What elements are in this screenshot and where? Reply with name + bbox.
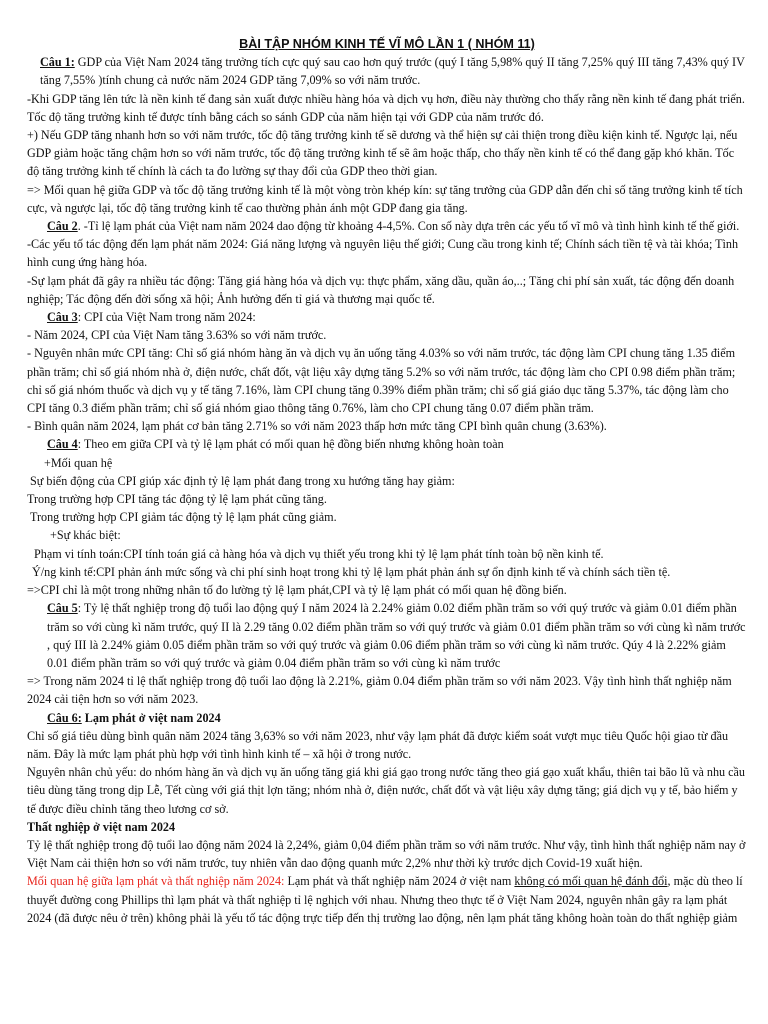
q2-paragraph [27, 217, 747, 235]
q1-label: Câu 1: [40, 55, 75, 70]
q6-text-a: Lạm phát và thất nghiệp năm 2024 ở việt nam [284, 874, 515, 889]
q2-paragraph-2: -Các yếu tố tác động đến lạm phát năm 2024: Giá năng lượng và nguyên liệu thế giới; Cung cầu trong kinh tế; Chính sách tiền tệ và tài khóa; Tình hình cung ứng hàng hóa. [27, 237, 739, 270]
q1-paragraph-2: -Khi GDP tăng lên tức là nền kinh tế đang sản xuất được nhiều hàng hóa và dịch vụ hơn, điều này thường cho thấy rằng nền kinh tế đang phát triển. Tốc độ tăng trưởng kinh tế được tính bằng cách so sánh GDP của năm hiện tại với GDP của năm trước đó. [27, 91, 745, 124]
q1-paragraph-4: => Mối quan hệ giữa GDP và tốc độ tăng trưởng kinh tế là một vòng tròn khép kín: sự tăng trưởng của GDP dẫn đến chỉ số tăng trưởng kinh tế tích cực, và ngược lại, tốc độ tăng trưởng kinh tế cao thường phản ánh một GDP đang gia tăng. [27, 182, 743, 215]
q6-heading [27, 709, 747, 727]
q4-diff-heading: +Sự khác biệt: [50, 528, 121, 543]
q5-text: : Tỷ lệ thất nghiệp trong độ tuổi lao động quý I năm 2024 là 2.24% giảm 0.02 điểm phần trăm so với quý trước và giảm 0.01 điểm phần trăm so với cùng kì năm trước, quý II là 2.29 tăng 0.02 điểm phần trăm so với quý trước và giảm 0.01 điểm phần trăm so với cùng kì năm trước , quý III là 2.24% giảm 0.05 điểm phần trăm so với quý trước và giảm 0.06 điểm phần trăm so với cùng kì năm trước. Qúy 4 là 2.22% giảm 0.01 điểm phần trăm so với quý trước và giảm 0.04 điểm phần trăm so với cùng kì năm trước [47, 601, 746, 670]
q2-paragraph-3: -Sự lạm phát đã gây ra nhiều tác động: Tăng giá hàng hóa và dịch vụ: thực phẩm, xăng dầu, quần áo,..; Tăng chi phí sản xuất, tác động đến doanh nghiệp; Tác động đến đời sống xã hội; Ảnh hưởng đến tỉ giá và thương mại quốc tế. [27, 273, 735, 306]
q3-paragraph-2: - Năm 2024, CPI của Việt Nam tăng 3.63% so với năm trước. [27, 328, 327, 343]
q6-unemployment-heading: Thất nghiệp ở việt nam 2024 [27, 819, 176, 834]
q4-label: Câu 4 [47, 437, 78, 452]
document-page [27, 35, 747, 927]
q6-red-label: Mối quan hệ giữa lạm phát và thất nghiệp năm 2024: [27, 874, 285, 889]
q5-conclusion: => Trong năm 2024 tỉ lệ thất nghiệp trong độ tuổi lao động là 2.21%, giảm 0.04 điểm phần trăm so với năm 2023. Vậy tình hình thất nghiệp năm 2024 cải tiện hơn so với năm 2023. [27, 674, 732, 707]
q4-line-5: Trong trường hợp CPI giảm tác động tỷ lệ lạm phát cũng giảm. [30, 510, 337, 525]
q6-text-b: , mặc dù theo lí thuyết đường cong Phillips thì lạm phát và thất nghiệp tỉ lệ nghịch với nhau. Nhưng theo thực tế ở Việt Nam 2024, nguyên nhân gây ra lạm phát 2024 (đã được nêu ở trên) không phải là yếu tố tác động trực tiếp đến thị trường lao động, nên lạm phát tăng không hoàn toàn do thất nghiệp giảm [27, 874, 743, 925]
q6-underlined-text: không có mối quan hệ đánh đổi [514, 874, 668, 889]
q2-label: Câu 2 [47, 219, 78, 234]
q5-label: Câu 5 [47, 601, 78, 616]
document-title: BÀI TẬP NHÓM KINH TẾ VĨ MÔ LẦN 1 ( NHÓM 11) [239, 37, 535, 51]
q3-label: Câu 3 [47, 310, 78, 325]
q4-line-4: Trong trường hợp CPI tăng tác động tỷ lệ lạm phát cũng tăng. [27, 492, 327, 507]
q3-text: : CPI của Việt Nam trong năm 2024: [77, 310, 256, 325]
q3-paragraph [27, 308, 747, 326]
q4-line-3: Sự biến động của CPI giúp xác định tỷ lệ lạm phát đang trong xu hướng tăng hay giảm: [30, 473, 455, 488]
q1-paragraph [27, 53, 747, 89]
q6-paragraph-2: Nguyên nhân chủ yếu: do nhóm hàng ăn và dịch vụ ăn uống tăng giá khi giá gạo trong nước tăng theo giá gạo xuất khẩu, thiên tai bão lũ và nhu cầu tiêu dùng tăng trong dịp Lễ, Tết cùng với giá thịt lợn tăng; nhóm nhà ở, điện nước, chất đốt và vật liệu xây dựng tăng; giá dịch vụ y tế, bảo hiểm y tế được điều chỉnh tăng theo lương cơ sở. [27, 765, 745, 816]
q4-relation-heading: +Mối quan hệ [44, 455, 113, 470]
q6-label: Câu 6: [47, 710, 82, 725]
q4-text: : Theo em giữa CPI và tỷ lệ lạm phát có mối quan hệ đồng biến nhưng không hoàn toàn [77, 437, 504, 452]
q1-paragraph-3: +) Nếu GDP tăng nhanh hơn so với năm trước, tốc độ tăng trưởng kinh tế sẽ dương và thể hiện sự cải thiện trong điều kiện kinh tế. Ngược lại, nếu GDP giảm hoặc tăng chậm hơn so với năm trước, tốc độ tăng trưởng kinh tế sẽ âm hoặc thấp, cho thấy nền kinh tế có thể đang gặp khó khăn. Tốc độ tăng trưởng kinh tế chính là cách ta đo lường sự thay đổi của GDP theo thời gian. [27, 128, 738, 179]
q3-paragraph-4: - Bình quân năm 2024, lạm phát cơ bản tăng 2.71% so với năm 2023 thấp hơn mức tăng CPI bình quân chung (3.63%). [27, 419, 607, 434]
q3-paragraph-3: - Nguyên nhân mức CPI tăng: Chỉ số giá nhóm hàng ăn và dịch vụ ăn uống tăng 4.03% so với năm trước, tác động làm CPI chung tăng 1.35 điểm phần trăm; chỉ số giá nhóm nhà ở, điện nước, chất đốt, vật liệu xây dựng tăng 5.2% so với năm trước, tác động làm cho CPI 0.98 điểm phần trăm; chỉ số giá nhóm thuốc và dịch vụ y tế tăng 7.16%, làm CPI chung tăng 0.39% điểm phần trăm; chỉ số giá giáo dục tăng 5.37%, tác động làm cho CPI tăng 0.3 điểm phần trăm; chỉ số giá nhóm giao thông tăng 0.76%, làm cho CPI chung tăng 0.07 điểm phần trăm. [27, 346, 736, 416]
q6-paragraph-1: Chỉ số giá tiêu dùng bình quân năm 2024 tăng 3,63% so với năm 2023, như vậy lạm phát đã được kiểm soát vượt mục tiêu Quốc hội giao từ đầu năm. Đây là mức lạm phát phù hợp với tình hình kinh tế – xã hội ở trong nước. [27, 728, 729, 761]
q6-heading-text: Lạm phát ở việt nam 2024 [81, 710, 221, 725]
q4-line-8: Ý/ng kinh tế:CPI phản ánh mức sống và chi phí sinh hoạt trong khi tỷ lệ lạm phát phản ánh sự ổn định kinh tế và chính sách tiền tệ. [32, 564, 671, 579]
q6-paragraph-4 [27, 872, 747, 927]
q1-text: GDP của Việt Nam 2024 tăng trưởng tích cực quý sau cao hơn quý trước (quý I tăng 5,98% quý II tăng 7,25% quý III tăng 7,43% quý IV tăng 7,55% )tính chung cả nước năm 2024 GDP tăng 7,09% so với năm trước. [40, 55, 745, 88]
q4-line-7: Phạm vi tính toán:CPI tính toán giá cả hàng hóa và dịch vụ thiết yếu trong khi tỷ lệ lạm phát tính toàn bộ nền kinh tế. [34, 546, 604, 561]
q5-paragraph [27, 599, 747, 672]
q4-paragraph [27, 435, 747, 453]
q4-conclusion: =>CPI chỉ là một trong những nhân tố đo lường tỷ lệ lạm phát,CPI và tỷ lệ lạm phát có mối quan hệ đồng biến. [27, 583, 567, 598]
q6-paragraph-3: Tỷ lệ thất nghiệp trong độ tuổi lao động năm 2024 là 2,24%, giảm 0,04 điểm phần trăm so với năm trước. Như vậy, tình hình thất nghiệp năm nay ở Việt Nam cải thiện hơn so với năm trước, tuy nhiên vẫn dao động quanh mức 2,2% như thời kỳ trước dịch Covid-19 xuất hiện. [27, 837, 746, 871]
q2-text: . -Tỉ lệ lạm phát của Việt nam năm 2024 dao động từ khoảng 4-4,5%. Con số này dựa trên các yếu tố vĩ mô và tình hình kinh tế thế giới. [77, 219, 740, 234]
